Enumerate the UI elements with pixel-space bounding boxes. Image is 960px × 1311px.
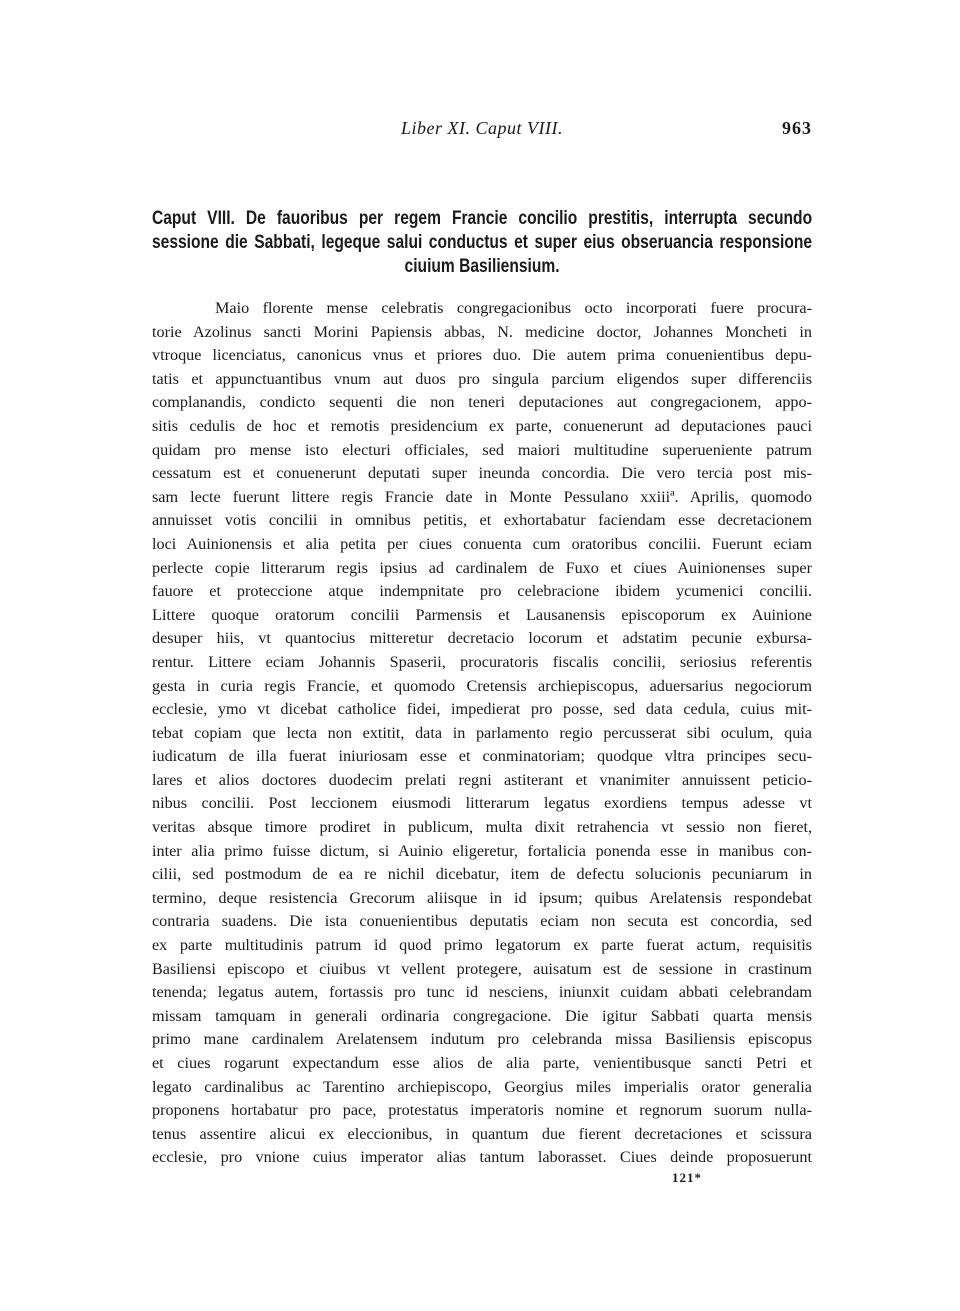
heading-line: sessione die Sabbati, legeque salui conductus et super eius obseruancia responsione	[152, 232, 813, 253]
heading-line: ciuium Basiliensium.	[404, 256, 560, 277]
text-line: ecclesie, ymo vt dicebat catholice fidei, impedierat pro posse, sed data cedula, cuius mit-	[152, 700, 812, 719]
text-line: rentur. Littere eciam Johannis Spaserii, procuratoris fiscalis concilii, seriosius referentis	[152, 652, 812, 671]
signature-mark: 121*	[672, 1170, 702, 1185]
text-line: nibus concilii. Post leccionem eiusmodi litterarum legatus exordiens tempus adesse vt	[152, 794, 812, 813]
text-line: sitis cedulis de hoc et remotis presidencium ex parte, conuenerunt ad deputaciones pauci	[152, 416, 812, 435]
text-line: cilii, sed postmodum de ea re nichil dicebatur, item de defectu solucionis pecuniarum in	[152, 865, 812, 884]
text-line: primo mane cardinalem Arelatensem indutum pro celebranda missa Basiliensis episcopus	[152, 1030, 812, 1049]
text-line: gesta in curia regis Francie, et quomodo Cretensis archiepiscopus, aduersarius negociorum	[152, 676, 812, 695]
text-line: tebat copiam que lecta non extitit, data in parlamento regio percusserat sibi oculum, quia	[152, 723, 812, 742]
text-line: Littere quoque oratorum concilii Parmensis et Lausanensis episcoporum ex Auinione	[152, 605, 812, 624]
running-title: Liber XI. Caput VIII.	[401, 118, 563, 138]
text-line: complanandis, condicto sequenti die non teneri deputaciones aut congregacionem, appo-	[152, 393, 812, 412]
text-line: loci Auinionensis et alia petita per ciues conuenta cum oratoribus concilii. Fuerunt eciam	[152, 534, 812, 553]
text-line: tatis et appunctuantibus vnum aut duos pro singula parcium eligendos super differenciis	[152, 369, 812, 388]
heading-line: Caput VIII. De fauoribus per regem Francie concilio prestitis, interrupta secundo	[152, 208, 813, 229]
text-line: quidam pro mense isto electuri officiales, sed maiori multitudine superueniente patrum	[152, 440, 812, 459]
text-line: sam lecte fuerunt littere regis Francie date in Monte Pessulano xxiiiª. Aprilis, quomodo	[152, 487, 812, 506]
text-line: Basiliensi episcopo et ciuibus vt vellent protegere, auisatum est de sessione in crastinum	[152, 959, 812, 978]
text-line: ex parte multitudinis patrum id quod primo legatorum ex parte fuerat actum, requisitis	[152, 936, 812, 955]
text-line: iudicatum de illa fuerat iniuriosam esse et conminatoriam; quodque vltra principes secu-	[152, 747, 812, 766]
text-line: Maio florente mense celebratis congregacionibus octo incorporati fuere procura-	[215, 299, 812, 317]
text-line: ecclesie, pro vnione cuius imperator alias tantum laborasset. Ciues deinde proposuerunt	[152, 1148, 812, 1167]
text-line: termino, deque resistencia Grecorum aliisque in id ipsum; quibus Arelatensis respondebat	[152, 888, 812, 907]
text-line: fauore et proteccione atque indempnitate pro celebracione ibidem ycumenici concilii.	[152, 582, 812, 601]
text-line: veritas absque timore prodiret in publicum, multa dixit retrahencia vt sessio non fieret,	[152, 818, 812, 837]
text-line: inter alia primo fuisse dictum, si Auinio eligeretur, fortalicia ponenda esse in manibus con-	[152, 841, 812, 860]
text-line: lares et alios doctores duodecim prelati regni astiterant et vnanimiter annuissent peticio-	[152, 770, 812, 789]
text-line: tenus assentire alicui ex eleccionibus, in quantum due fierent decretaciones et scissura	[152, 1124, 812, 1143]
text-line: tenenda; legatus autem, fortassis pro tunc id nesciens, iniunxit cuidam abbati celebrandam	[152, 983, 812, 1002]
text-line: proponens hortabatur pro pace, protestatus imperatoris nomine et regnorum suorum nulla-	[152, 1101, 812, 1120]
text-line: cessatum est et conuenerunt deputati super ineunda concordia. Die vero tercia post mis-	[152, 464, 812, 483]
text-line: contraria suadens. Die ista conuenientibus deputatis eciam non secuta est concordia, sed	[152, 912, 812, 931]
text-line: torie Azolinus sancti Morini Papiensis abbas, N. medicine doctor, Johannes Moncheti in	[152, 322, 812, 341]
text-line: annuisset votis concilii in omnibus petitis, et exhortabatur faciendam esse decretacionem	[152, 511, 812, 530]
body-text	[152, 297, 812, 1170]
text-line: perlecte copie litterarum regis ipsius ad cardinalem de Fuxo et ciues Auinionenses super	[152, 558, 812, 577]
page-number: 963	[782, 118, 812, 138]
running-head	[152, 118, 812, 142]
text-line: desuper hiis, vt quantocius mitteretur decretacio locorum et adstatim pecunie exbursa-	[152, 629, 812, 648]
text-line: et ciues rogarunt expectandum esse alios de alia parte, venientibusque sancti Petri et	[152, 1054, 812, 1072]
text-line: legato cardinalibus ac Tarentino archiepiscopo, Georgius miles imperialis orator generalia	[152, 1077, 812, 1096]
text-line: vtroque licenciatus, canonicus vnus et priores duo. Die autem prima conuenientibus depu-	[152, 346, 812, 365]
text-line: missam tamquam in generali ordinaria congregacione. Die igitur Sabbati quarta mensis	[152, 1006, 812, 1025]
chapter-heading	[152, 207, 812, 279]
